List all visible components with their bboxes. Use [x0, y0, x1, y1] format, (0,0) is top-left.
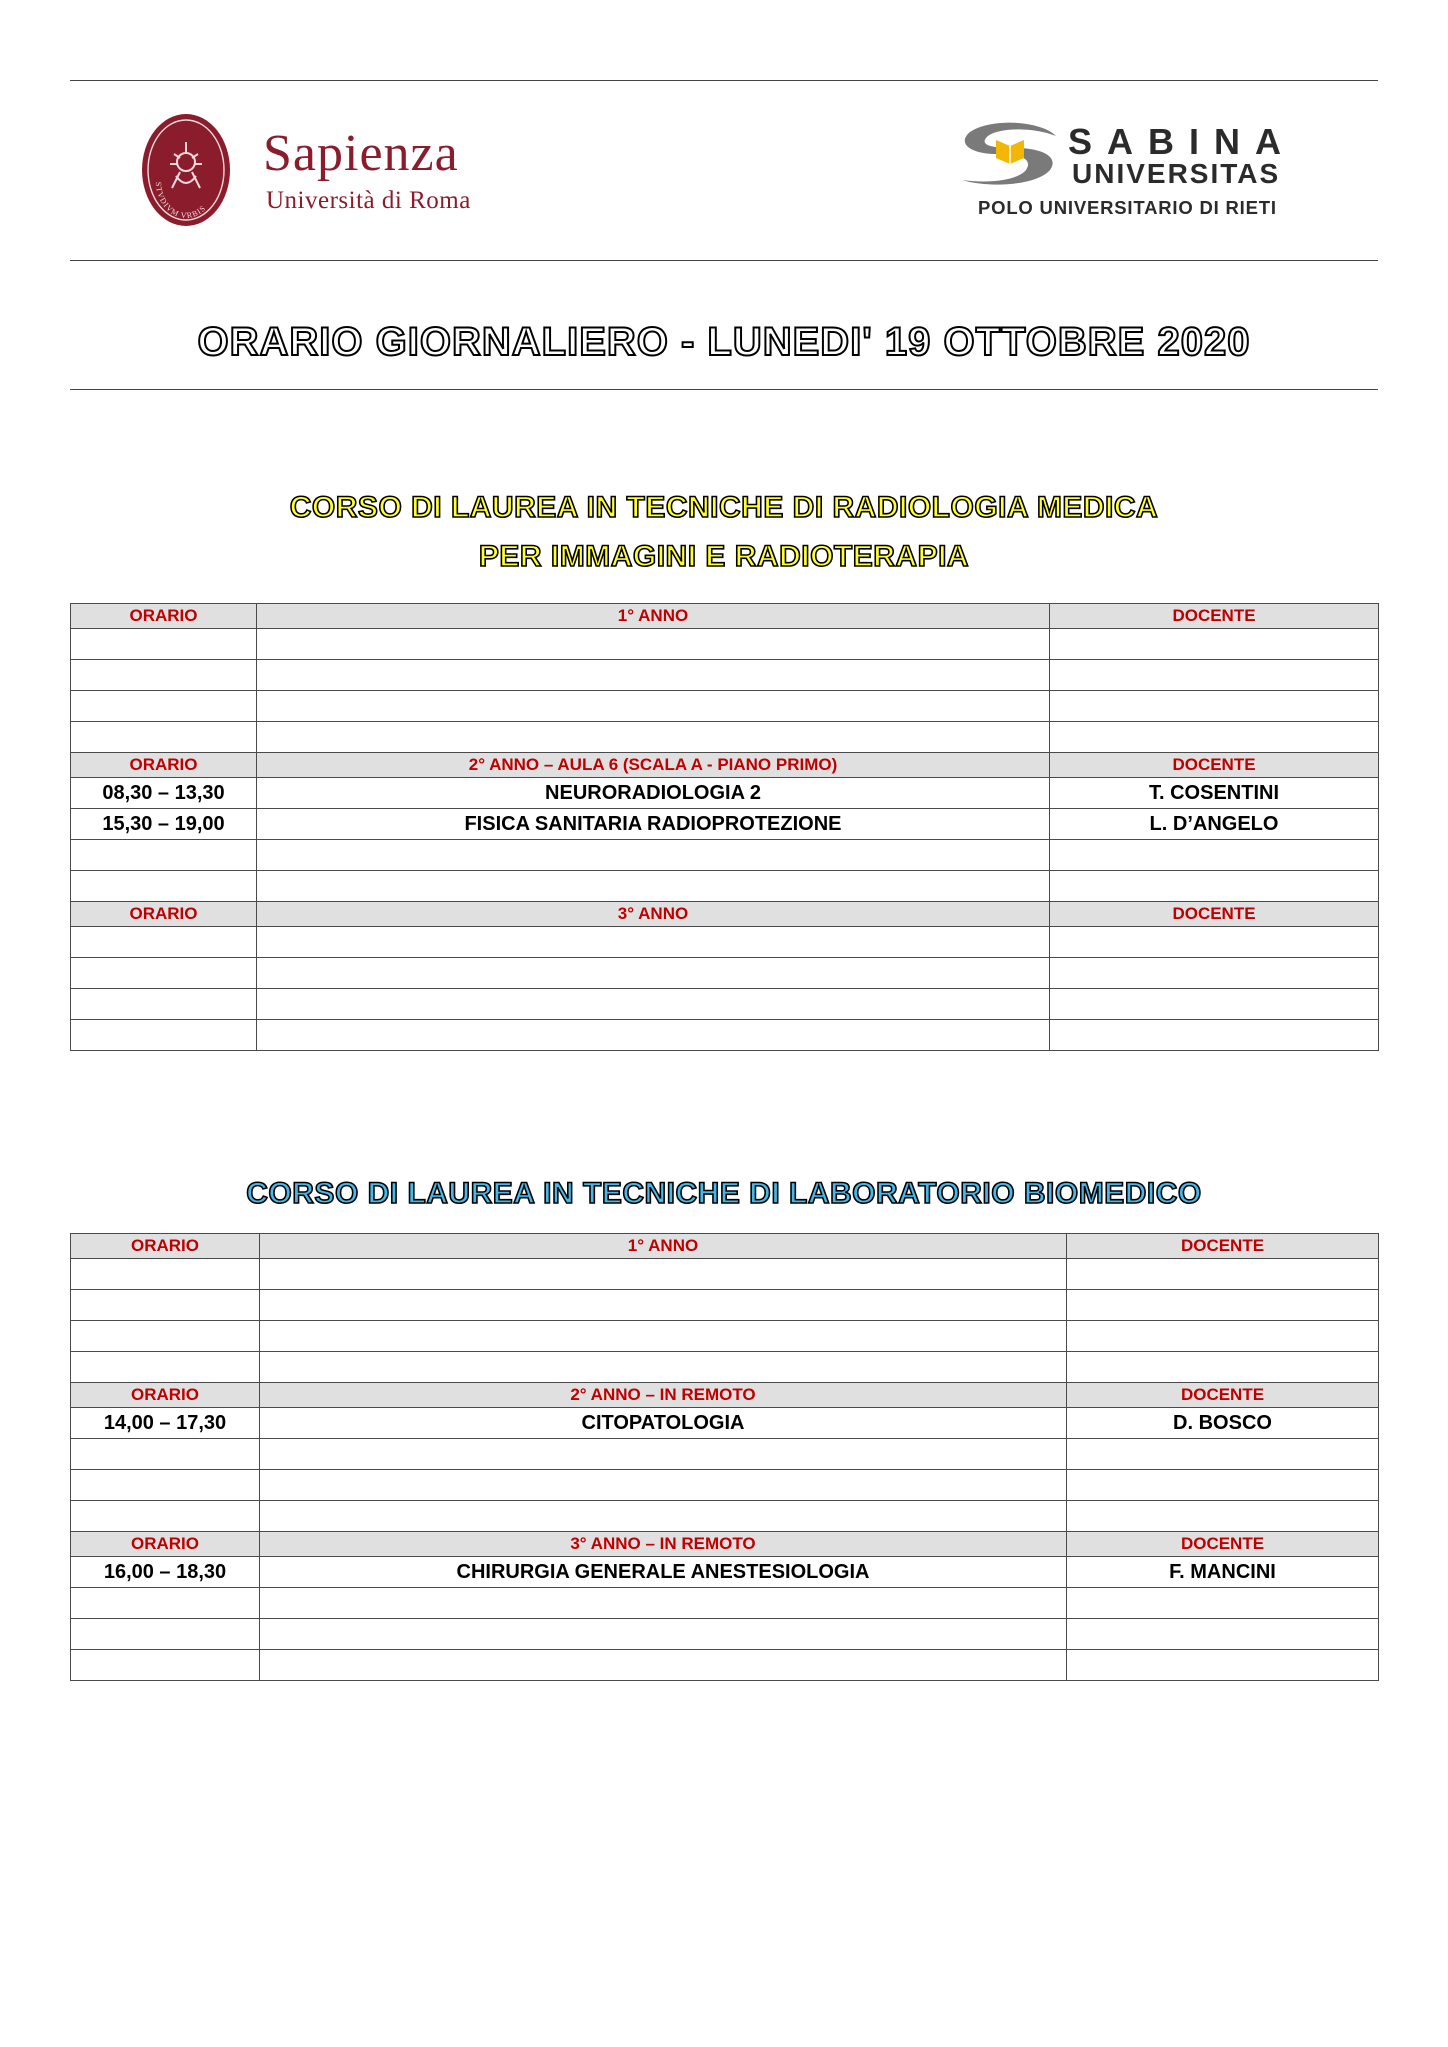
sabina-logo-icon — [960, 118, 1058, 186]
table-header-row — [71, 753, 1379, 778]
cell-materia — [260, 1352, 1067, 1383]
cell-orario — [71, 629, 257, 660]
header-orario: ORARIO — [71, 1234, 260, 1259]
cell-docente — [1050, 958, 1379, 989]
cell-orario: 08,30 – 13,30 — [71, 778, 257, 809]
cell-materia — [260, 1290, 1067, 1321]
cell-materia — [257, 871, 1050, 902]
header-docente: DOCENTE — [1050, 902, 1379, 927]
cell-docente — [1050, 691, 1379, 722]
table-row — [71, 1321, 1379, 1352]
cell-orario — [71, 1259, 260, 1290]
seal-text: STVDIVM VRBIS — [153, 181, 208, 221]
cell-materia — [257, 958, 1050, 989]
cell-orario — [71, 958, 257, 989]
header-orario: ORARIO — [71, 1532, 260, 1557]
cell-materia — [257, 691, 1050, 722]
table-row — [71, 629, 1379, 660]
cell-materia — [260, 1259, 1067, 1290]
course-title-line: CORSO DI LAUREA IN TECNICHE DI RADIOLOGIA MEDICA — [289, 491, 1159, 524]
cell-materia — [257, 629, 1050, 660]
cell-docente — [1050, 927, 1379, 958]
table-row — [71, 778, 1379, 809]
cell-docente — [1050, 989, 1379, 1020]
header-docente: DOCENTE — [1067, 1383, 1379, 1408]
table-row — [71, 871, 1379, 902]
cell-orario — [71, 1352, 260, 1383]
cell-orario — [71, 1020, 257, 1051]
cell-orario: 14,00 – 17,30 — [71, 1408, 260, 1439]
page-title: ORARIO GIORNALIERO - LUNEDI' 19 OTTOBRE 2020 — [197, 320, 1251, 364]
cell-docente — [1067, 1501, 1379, 1532]
table-row — [71, 722, 1379, 753]
cell-docente — [1067, 1650, 1379, 1681]
table-row — [71, 840, 1379, 871]
header-anno: 2° ANNO – AULA 6 (SCALA A - PIANO PRIMO) — [257, 753, 1050, 778]
table-row — [71, 1588, 1379, 1619]
cell-docente — [1050, 871, 1379, 902]
header-anno: 2° ANNO – IN REMOTO — [260, 1383, 1067, 1408]
cell-orario — [71, 871, 257, 902]
cell-orario — [71, 722, 257, 753]
table-header-row — [71, 902, 1379, 927]
course-title-line: CORSO DI LAUREA IN TECNICHE DI LABORATORIO BIOMEDICO — [246, 1177, 1202, 1210]
cell-docente — [1050, 1020, 1379, 1051]
cell-docente — [1050, 840, 1379, 871]
cell-materia — [260, 1619, 1067, 1650]
cell-materia — [260, 1501, 1067, 1532]
header-docente: DOCENTE — [1067, 1234, 1379, 1259]
table-header-row — [71, 604, 1379, 629]
sapienza-name: Sapienza — [263, 125, 459, 182]
header-docente: DOCENTE — [1050, 604, 1379, 629]
table-row — [71, 1352, 1379, 1383]
table-header-row — [71, 1532, 1379, 1557]
cell-materia — [260, 1588, 1067, 1619]
cell-docente: T. COSENTINI — [1050, 778, 1379, 809]
cell-orario — [71, 1619, 260, 1650]
cell-materia: FISICA SANITARIA RADIOPROTEZIONE — [257, 809, 1050, 840]
cell-orario — [71, 1290, 260, 1321]
cell-materia — [260, 1321, 1067, 1352]
cell-materia — [257, 989, 1050, 1020]
table-row — [71, 1619, 1379, 1650]
table-header-row — [71, 1383, 1379, 1408]
table-row — [71, 989, 1379, 1020]
cell-docente — [1067, 1259, 1379, 1290]
cell-orario — [71, 989, 257, 1020]
table-row — [71, 958, 1379, 989]
table-row — [71, 809, 1379, 840]
table-header-row — [71, 1234, 1379, 1259]
cell-materia — [260, 1650, 1067, 1681]
cell-docente — [1050, 722, 1379, 753]
header-docente: DOCENTE — [1050, 753, 1379, 778]
table-row — [71, 1439, 1379, 1470]
table-row — [71, 1557, 1379, 1588]
cell-materia — [257, 660, 1050, 691]
cell-docente: L. D’ANGELO — [1050, 809, 1379, 840]
cell-materia: NEURORADIOLOGIA 2 — [257, 778, 1050, 809]
header-anno: 1° ANNO — [260, 1234, 1067, 1259]
cell-orario — [71, 1501, 260, 1532]
cell-orario — [71, 1470, 260, 1501]
cell-orario: 15,30 – 19,00 — [71, 809, 257, 840]
cell-orario — [71, 660, 257, 691]
cell-materia — [260, 1439, 1067, 1470]
cell-orario — [71, 1439, 260, 1470]
header-orario: ORARIO — [71, 902, 257, 927]
cell-orario — [71, 691, 257, 722]
cell-materia — [257, 722, 1050, 753]
cell-orario — [71, 1321, 260, 1352]
cell-orario: 16,00 – 18,30 — [71, 1557, 260, 1588]
title-rule — [70, 389, 1378, 390]
course-title-radiologia — [70, 484, 1378, 581]
cell-docente — [1050, 660, 1379, 691]
course-title-laboratorio — [70, 1170, 1378, 1219]
cell-docente: D. BOSCO — [1067, 1408, 1379, 1439]
header-anno: 1° ANNO — [257, 604, 1050, 629]
cell-docente — [1067, 1439, 1379, 1470]
cell-docente — [1067, 1321, 1379, 1352]
cell-materia — [260, 1470, 1067, 1501]
table-row — [71, 691, 1379, 722]
top-rule — [70, 80, 1378, 81]
cell-docente — [1050, 629, 1379, 660]
sabina-universitas: UNIVERSITAS — [1072, 158, 1281, 189]
cell-materia: CITOPATOLOGIA — [260, 1408, 1067, 1439]
table-row — [71, 1650, 1379, 1681]
cell-docente — [1067, 1290, 1379, 1321]
cell-docente — [1067, 1588, 1379, 1619]
cell-orario — [71, 927, 257, 958]
cell-materia — [257, 927, 1050, 958]
table-row — [71, 1290, 1379, 1321]
cell-materia: CHIRURGIA GENERALE ANESTESIOLOGIA — [260, 1557, 1067, 1588]
table-row — [71, 1501, 1379, 1532]
table-row — [71, 1259, 1379, 1290]
header-anno: 3° ANNO — [257, 902, 1050, 927]
table-row — [71, 660, 1379, 691]
cell-materia — [257, 840, 1050, 871]
cell-docente: F. MANCINI — [1067, 1557, 1379, 1588]
schedule-table-radiologia — [70, 603, 1379, 1051]
sapienza-subtitle: Università di Roma — [266, 187, 471, 214]
header-orario: ORARIO — [71, 753, 257, 778]
header-orario: ORARIO — [71, 1383, 260, 1408]
cell-orario — [71, 1650, 260, 1681]
sabina-name: SABINA — [1068, 121, 1297, 162]
table-row — [71, 1470, 1379, 1501]
header-rule — [70, 260, 1378, 261]
sapienza-seal-icon — [140, 112, 232, 228]
table-row — [71, 927, 1379, 958]
table-row — [71, 1408, 1379, 1439]
schedule-table-laboratorio — [70, 1233, 1379, 1681]
header-docente: DOCENTE — [1067, 1532, 1379, 1557]
cell-materia — [257, 1020, 1050, 1051]
course-title-line: PER IMMAGINI E RADIOTERAPIA — [478, 539, 970, 573]
cell-docente — [1067, 1352, 1379, 1383]
cell-docente — [1067, 1619, 1379, 1650]
cell-docente — [1067, 1470, 1379, 1501]
cell-orario — [71, 1588, 260, 1619]
cell-orario — [71, 840, 257, 871]
table-row — [71, 1020, 1379, 1051]
header-anno: 3° ANNO – IN REMOTO — [260, 1532, 1067, 1557]
header-orario: ORARIO — [71, 604, 257, 629]
sabina-polo: POLO UNIVERSITARIO DI RIETI — [978, 199, 1277, 218]
